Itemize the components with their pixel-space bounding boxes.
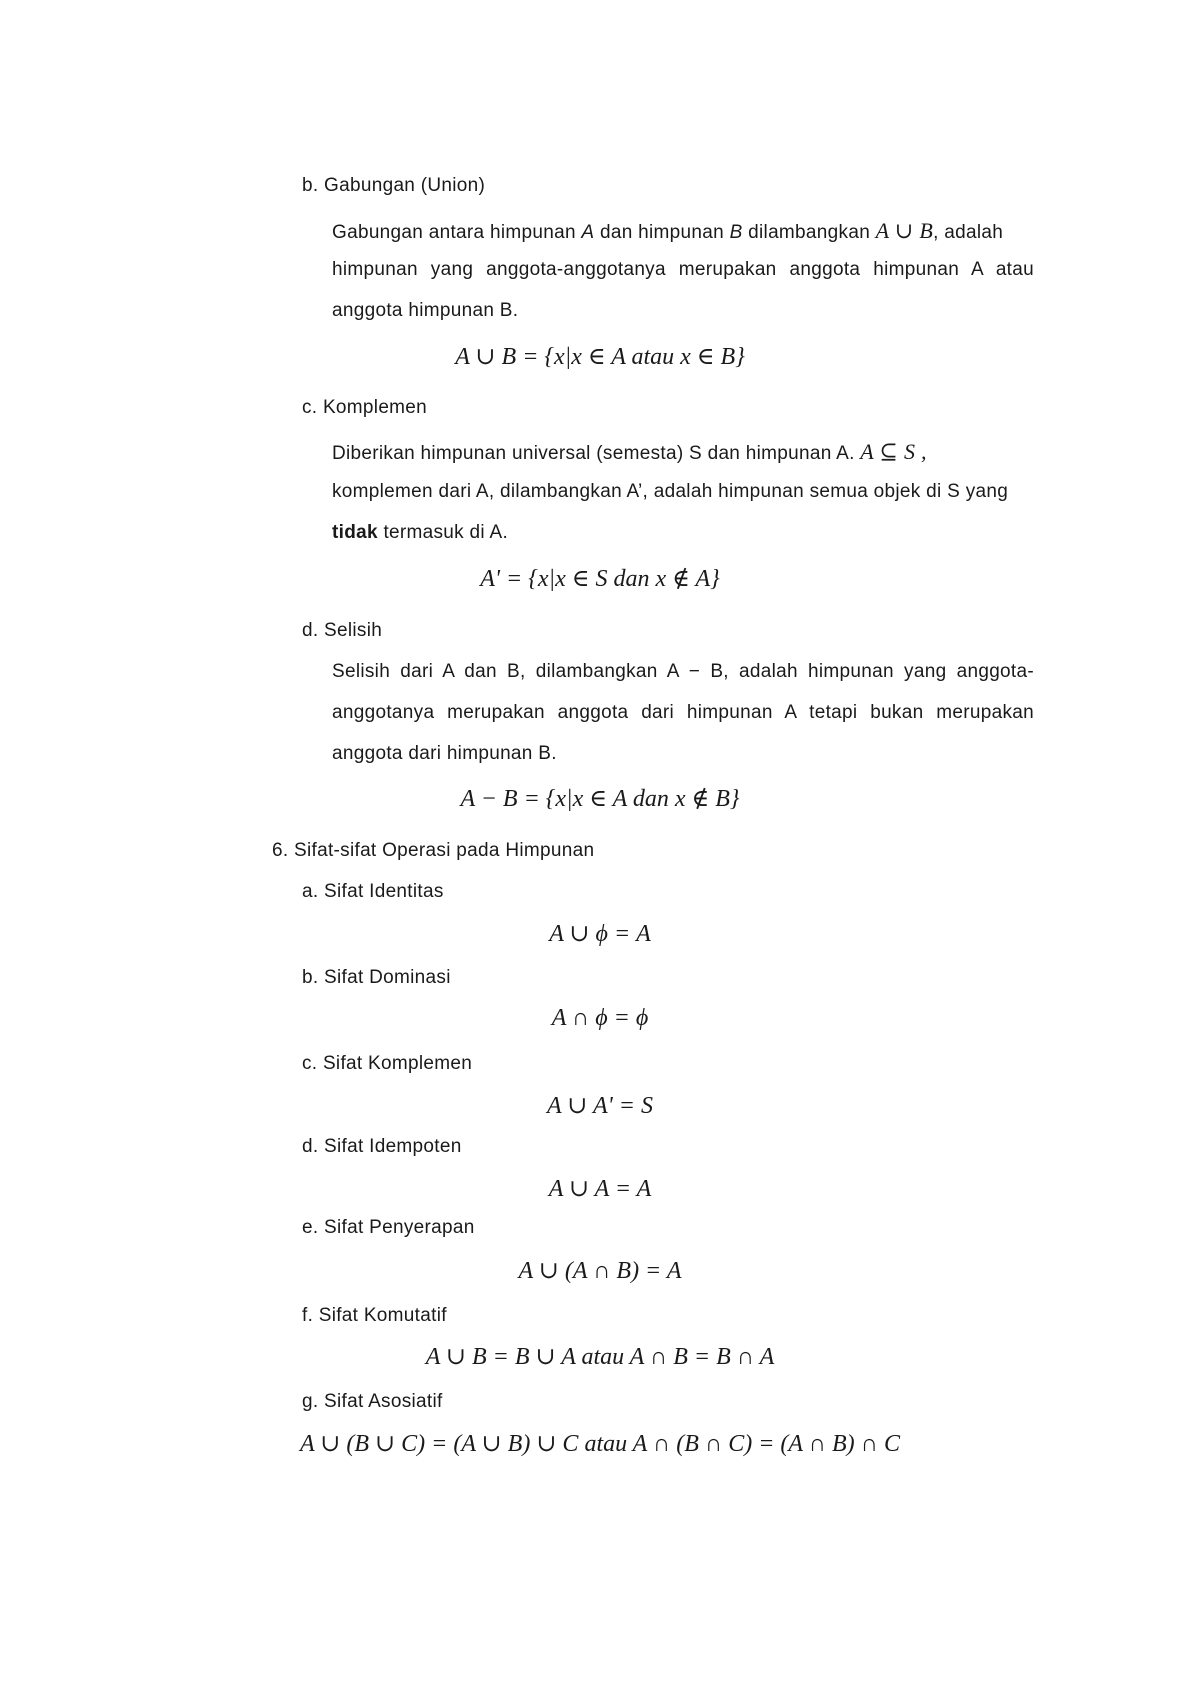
selisih-definition-line1: Selisih dari A dan B, dilambangkan A − B, adalah himpunan yang anggota- bbox=[332, 661, 1034, 682]
union-definition-line3: anggota himpunan B. bbox=[332, 300, 519, 321]
selisih-formula: A − B = {x|x ∈ A dan x ∉ B} bbox=[460, 786, 740, 812]
komplemen-definition-line3: tidak termasuk di A. bbox=[332, 522, 509, 543]
heading-union: b. Gabungan (Union) bbox=[302, 175, 486, 196]
sifat-asosiatif-label: g. Sifat Asosiatif bbox=[302, 1391, 443, 1412]
union-symbol: A ∪ B bbox=[875, 218, 934, 243]
komplemen-definition-line2: komplemen dari A, dilambangkan A’, adalah himpunan semua objek di S yang bbox=[332, 481, 1009, 502]
sifat-identitas-formula: A ∪ ϕ = A bbox=[549, 921, 651, 947]
sifat-komutatif-formula: A ∪ B = B ∪ A atau A ∩ B = B ∩ A bbox=[425, 1344, 775, 1370]
selisih-definition-line3: anggota dari himpunan B. bbox=[332, 743, 557, 764]
komplemen-formula: A' = {x|x ∈ S dan x ∉ A} bbox=[480, 566, 720, 592]
union-formula: A ∪ B = {x|x ∈ A atau x ∈ B} bbox=[455, 344, 745, 370]
sifat-idempoten-label: d. Sifat Idempoten bbox=[302, 1136, 462, 1157]
sifat-identitas-label: a. Sifat Identitas bbox=[302, 881, 444, 902]
komplemen-definition-line1: Diberikan himpunan universal (semesta) S dan himpunan A. A ⊆ S , bbox=[332, 439, 927, 464]
union-definition-line1: Gabungan antara himpunan A dan himpunan B dilambangkan A ∪ B, adalah bbox=[332, 218, 1004, 243]
sifat-komplemen-label: c. Sifat Komplemen bbox=[302, 1053, 473, 1074]
sifat-penyerapan-formula: A ∪ (A ∩ B) = A bbox=[518, 1258, 682, 1284]
sifat-komplemen-formula: A ∪ A' = S bbox=[547, 1093, 653, 1119]
sifat-idempoten-formula: A ∪ A = A bbox=[548, 1176, 652, 1202]
sifat-komutatif-label: f. Sifat Komutatif bbox=[302, 1305, 447, 1326]
heading-komplemen: c. Komplemen bbox=[302, 397, 428, 418]
union-definition-line2: himpunan yang anggota-anggotanya merupakan anggota himpunan A atau bbox=[332, 259, 1034, 280]
selisih-definition-line2: anggotanya merupakan anggota dari himpunan A tetapi bukan merupakan bbox=[332, 702, 1034, 723]
subset-symbol: A ⊆ S , bbox=[860, 439, 927, 464]
sifat-asosiatif-formula: A ∪ (B ∪ C) = (A ∪ B) ∪ C atau A ∩ (B ∩ C) = (A ∩ B) ∩ C bbox=[300, 1431, 900, 1457]
sifat-penyerapan-label: e. Sifat Penyerapan bbox=[302, 1217, 475, 1238]
section-6-heading: 6. Sifat-sifat Operasi pada Himpunan bbox=[272, 840, 595, 861]
sifat-dominasi-label: b. Sifat Dominasi bbox=[302, 967, 451, 988]
heading-selisih: d. Selisih bbox=[302, 620, 383, 641]
sifat-dominasi-formula: A ∩ ϕ = ϕ bbox=[551, 1005, 649, 1031]
